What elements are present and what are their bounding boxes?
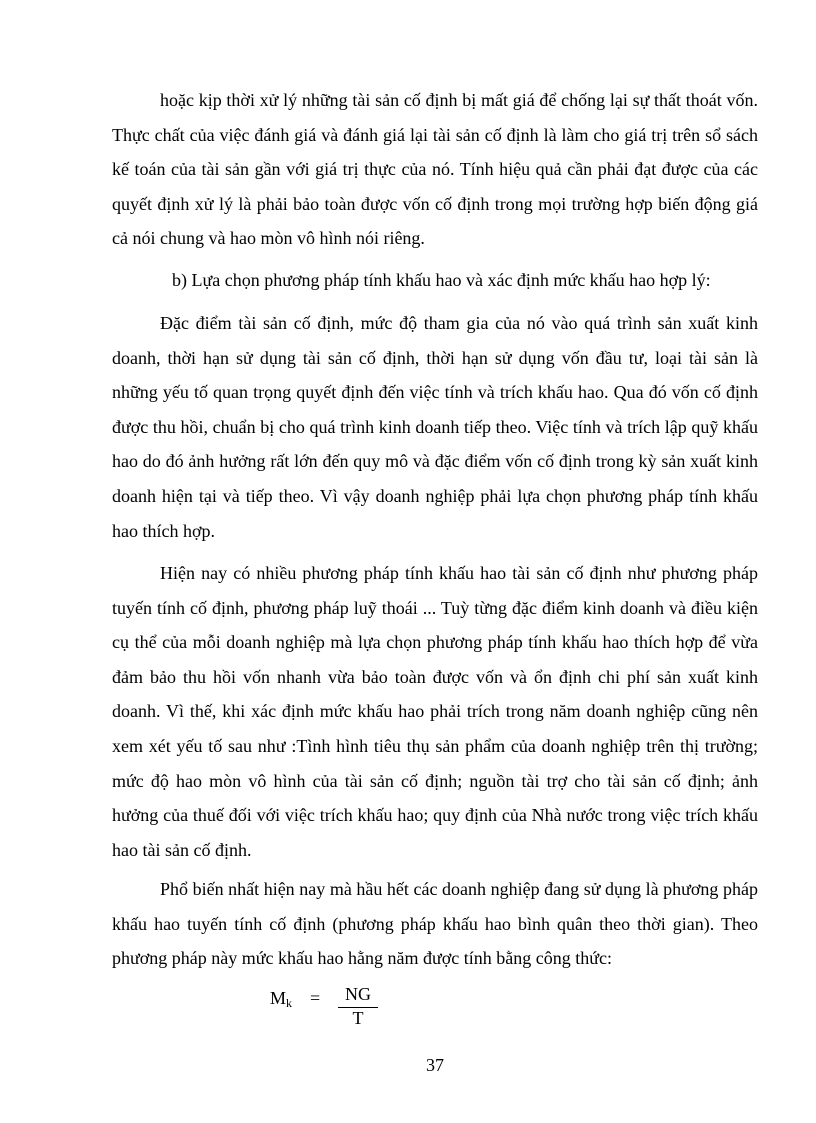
- formula-lhs: [270, 988, 292, 1011]
- depreciation-formula: [270, 984, 390, 1030]
- page-number: 37: [426, 1055, 444, 1075]
- formula-lhs-subscript: k: [286, 996, 293, 1010]
- paragraph-2-text: Đặc điểm tài sản cố định, mức độ tham gia của nó vào quá trình sản xuất kinh doanh, thời hạn sử dụng tài sản cố định, thời hạn sử dụng vốn đầu tư, loại tài sản là những yếu tố quan trọng quyết định đến việc tính và trích khấu hao. Qua đó vốn cố định được thu hồi, chuẩn bị cho quá trình kinh doanh tiếp theo. Việc tính và trích lập quỹ khấu hao do đó ảnh hưởng rất lớn đến quy mô và đặc điểm vốn cố định trong kỳ sản xuất kinh doanh hiện tại và tiếp theo. Vì vậy doanh nghiệp phải lựa chọn phương pháp tính khấu hao thích hợp.: [112, 313, 758, 541]
- paragraph-3: [112, 556, 758, 867]
- formula-lhs-symbol: M: [270, 988, 287, 1008]
- formula-denominator: T: [352, 1008, 364, 1028]
- formula-numerator: NG: [345, 984, 371, 1004]
- paragraph-3-text: Hiện nay có nhiều phương pháp tính khấu hao tài sản cố định như phương pháp tuyến tính cố định, phương pháp luỹ thoái ... Tuỳ từng đặc điểm kinh doanh và điều kiện cụ thể của mỗi doanh nghiệp mà lựa chọn phương pháp tính khấu hao thích hợp để vừa đảm bảo thu hồi vốn nhanh vừa bảo toàn được vốn và ổn định chi phí sản xuất kinh doanh. Vì thế, khi xác định mức khấu hao phải trích trong năm doanh nghiệp cũng nên xem xét yếu tố sau như :Tình hình tiêu thụ sản phẩm của doanh nghiệp trên thị trường; mức độ hao mòn vô hình của tài sản cố định; nguồn tài trợ cho tài sản cố định; ảnh hưởng của thuế đối với việc trích khấu hao; quy định của Nhà nước trong việc trích khấu hao tài sản cố định.: [112, 563, 758, 860]
- paragraph-4-text: Phổ biến nhất hiện nay mà hầu hết các doanh nghiệp đang sử dụng là phương pháp khấu hao tuyến tính cố định (phương pháp khấu hao bình quân theo thời gian). Theo phương pháp này mức khấu hao hằng năm được tính bằng công thức:: [112, 879, 758, 969]
- paragraph-1-text: hoặc kịp thời xử lý những tài sản cố định bị mất giá để chống lại sự thất thoát vốn. Thực chất của việc đánh giá và đánh giá lại tài sản cố định là làm cho giá trị trên sổ sách kế toán của tài sản gần với giá trị thực của nó. Tính hiệu quả cần phải đạt được của các quyết định xử lý là phải bảo toàn được vốn cố định trong mọi trường hợp biến động giá cả nói chung và hao mòn vô hình nói riêng.: [112, 90, 758, 249]
- paragraph-2: [112, 306, 758, 548]
- section-heading-b: b) Lựa chọn phương pháp tính khấu hao và xác định mức khấu hao hợp lý:: [172, 270, 711, 290]
- paragraph-1: [112, 83, 758, 256]
- formula-equals-sign: =: [310, 988, 321, 1008]
- paragraph-4: [112, 872, 758, 976]
